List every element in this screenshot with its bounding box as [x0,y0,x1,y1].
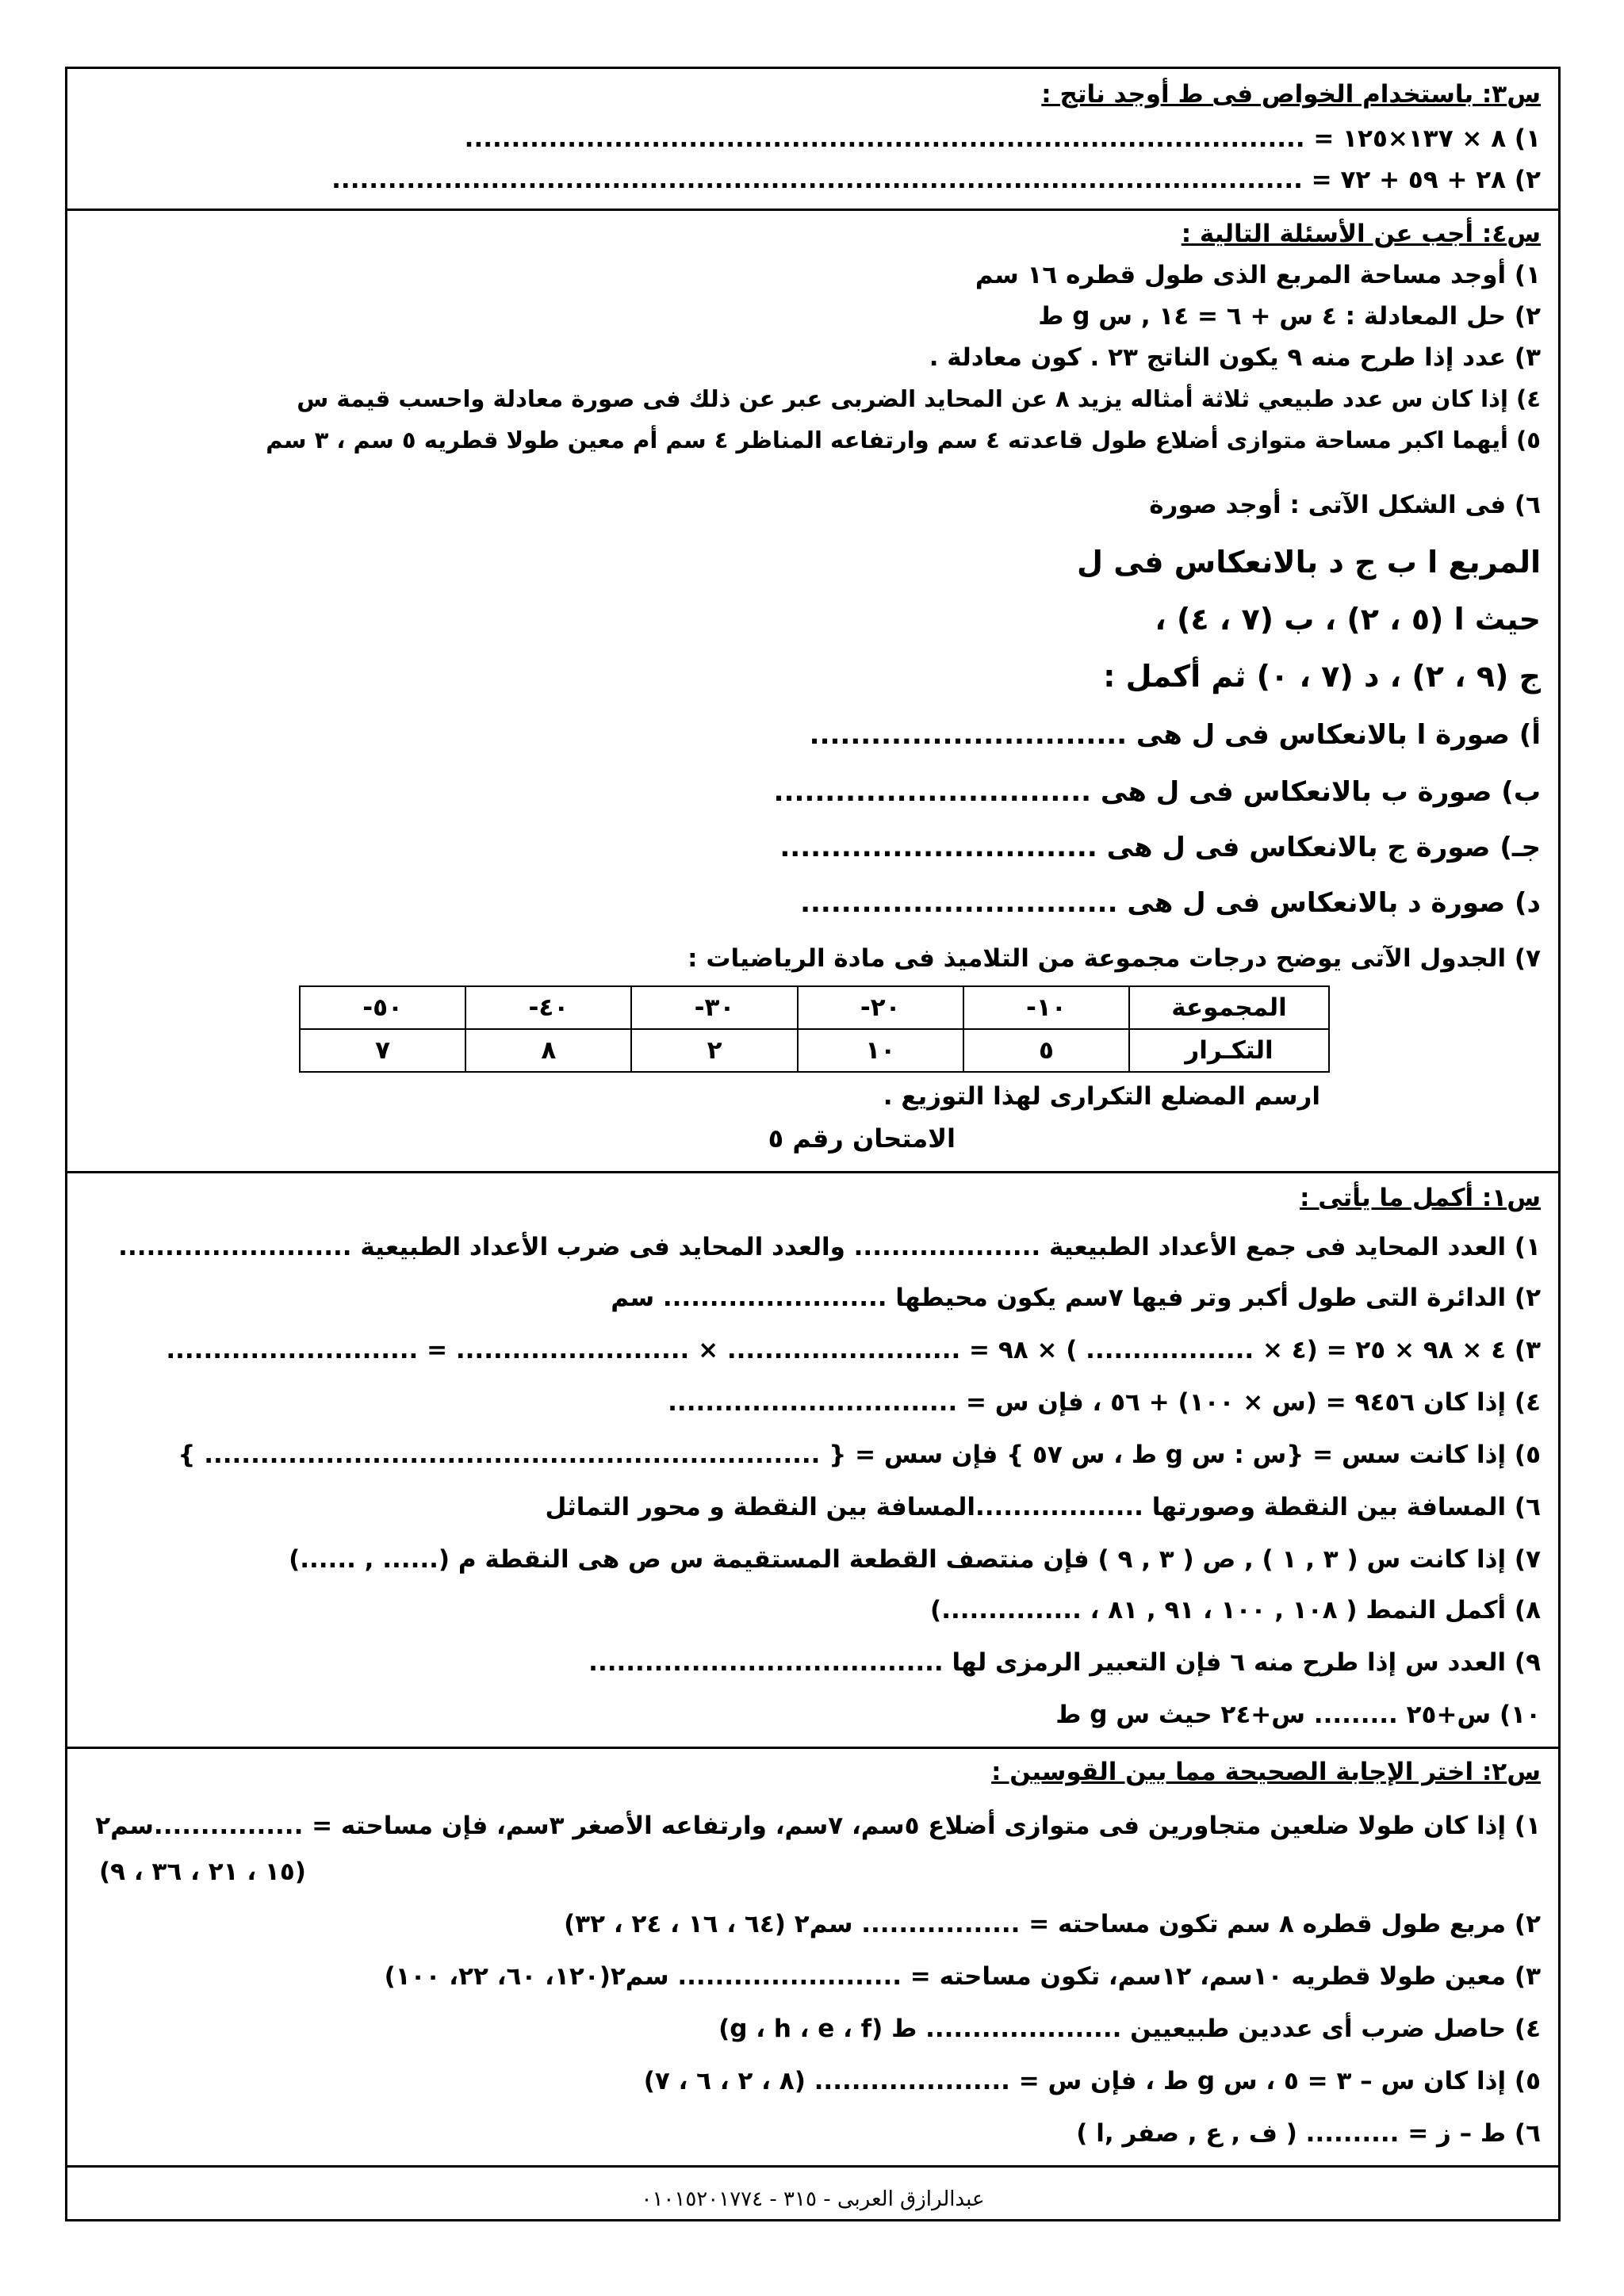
q3-item-1: ١) ٨ × ١٣٧×١٢٥ = .......................................................................................... [464,124,1541,153]
table-row [300,986,1329,1029]
q4-item-2: ٢) حل المعادلة : ٤ س + ٦ = ١٤ , س g ط [1038,302,1541,331]
divider [67,2165,1558,2168]
table-cell: ٣٠- [631,986,797,1029]
q4-item-5: ٥) أيهما اكبر مساحة متوازى أضلاع طول قاعدته ٤ سم وارتفاعه المناظر ٤ سم أم معين طولا قطريه ٥ سم ، ٣ سم [266,427,1541,453]
q4-item-4: ٤) إذا كان س عدد طبيعي ثلاثة أمثاله يزيد ٨ عن المحايد الضربى عبر عن ذلك فى صورة معادلة واحسب قيمة س [297,385,1541,412]
q1-item-2: ٢) الدائرة التى طول أكبر وتر فيها ٧سم يكون محيطها ........................ سم [611,1284,1541,1312]
q3-title: س٣: باستخدام الخواص فى ط أوجد ناتج : [1041,80,1541,109]
reflection-points-cd: ج (٩ ، ٢) ، د (٧ ، ٠) ثم أكمل : [1103,659,1541,694]
worksheet-page [65,67,1561,2221]
table-cell: ٧ [300,1029,465,1072]
q1-item-8: ٨) أكمل النمط ( ١٠٨ , ١٠٠ ، ٩١ , ٨١ ، ...............) [930,1596,1541,1624]
q2-item-1: ١) إذا كان طولا ضلعين متجاورين فى متوازى أضلاع ٥سم، ٧سم، وارتفاعه الأصغر ٣سم، فإن مساحته = ................سم٢ [95,1812,1541,1840]
q1-item-9: ٩) العدد س إذا طرح منه ٦ فإن التعبير الرمزى لها ...................................... [588,1648,1541,1677]
divider [67,209,1558,211]
table-cell: ٢ [631,1029,797,1072]
q4-item-3: ٣) عدد إذا طرح منه ٩ يكون الناتج ٢٣ . كون معادلة . [929,343,1541,372]
q2-item-4: ٤) حاصل ضرب أى عددين طبيعيين ..................... ط (g ، h ، e ، f) [718,2015,1541,2043]
q2-item-1-choices: (١٥ ، ٢١ ، ٣٦ ، ٩) [99,1858,306,1886]
footer-text: عبدالرازق العربى - ٣١٥ - ٠١٠١٥٢٠١٧٧٤ [641,2187,985,2211]
frequency-table [299,985,1330,1073]
exam-label: الامتحان رقم ٥ [768,1123,956,1154]
q1-title: س١: أكمل ما يأتى : [1300,1184,1541,1212]
reflection-points-ab: حيث ا (٥ ، ٢) ، ب (٧ ، ٤) ، [1155,602,1541,637]
reflection-b: ب) صورة ب بالانعكاس فى ل هى ............................... [773,776,1541,808]
reflection-d: د) صورة د بالانعكاس فى ل هى ............................... [800,887,1541,919]
q3-item-2: ٢) ٢٨ + ٥٩ + ٧٢ = ........................................................................................................ [331,166,1541,194]
q1-item-10: ١٠) س+٢٥ ......... س+٢٤ حيث س g ط [1055,1701,1541,1729]
table-cell: ٤٠- [465,986,631,1029]
q2-item-3: ٣) معين طولا قطريه ١٠سم، ١٢سم، تكون مساحته = ........................ سم٢(١٢٠، ٦٠، ٢٢، ١٠٠) [384,1962,1541,1991]
q2-title: س٢: اختر الإجابة الصحيحة مما بين القوسين : [991,1758,1541,1786]
table-cell: ٢٠- [798,986,963,1029]
q4-title: س٤: أجب عن الأسئلة التالية : [1181,220,1541,248]
table-cell-label: المجموعة [1129,986,1329,1029]
divider [67,1747,1558,1749]
q1-item-5: ٥) إذا كانت سس = {س : س g ط ، س ٥٧ } فإن سس = { .................................................................. } [178,1441,1541,1469]
table-cell-label: التكـرار [1129,1029,1329,1072]
table-row [300,1029,1329,1072]
q1-item-7: ٧) إذا كانت س ( ٣ , ١ ) , ص ( ٣ , ٩ ) فإن منتصف القطعة المستقيمة س ص هى النقطة م (...... , ......) [289,1545,1541,1574]
q4-item-7: ٧) الجدول الآتى يوضح درجات مجموعة من التلاميذ فى مادة الرياضيات : [688,944,1541,973]
reflection-a: أ) صورة ا بالانعكاس فى ل هى ............................... [809,719,1541,751]
q2-item-5: ٥) إذا كان س – ٣ = ٥ ، س g ط ، فإن س = ..................... (٨ ، ٢ ، ٦ ، ٧) [643,2067,1541,2095]
reflection-square: المربع ا ب ج د بالانعكاس فى ل [1077,545,1541,580]
table-cell: ٥٠- [300,986,465,1029]
q4-item-6: ٦) فى الشكل الآتى : أوجد صورة [1149,491,1541,519]
q2-item-6: ٦) ط – ز = .......... ( ف , ع , صفر ,ا ) [1076,2119,1541,2148]
table-cell: ١٠- [963,986,1129,1029]
q1-item-6: ٦) المسافة بين النقطة وصورتها ..................المسافة بين النقطة و محور التماثل [545,1493,1541,1521]
reflection-c: جـ) صورة ج بالانعكاس فى ل هى ............................... [779,832,1541,863]
divider [67,1171,1558,1173]
q4-item-1: ١) أوجد مساحة المربع الذى طول قطره ١٦ سم [975,261,1541,289]
q1-item-1: ١) العدد المحايد فى جمع الأعداد الطبيعية .................... والعدد المحايد فى ضرب الأعداد الطبيعية ......................... [118,1233,1541,1261]
q2-item-2: ٢) مربع طول قطره ٨ سم تكون مساحته = ................. سم٢ (٦٤ ، ١٦ ، ٢٤ ، ٣٢) [564,1910,1541,1938]
table-cell: ٨ [465,1029,631,1072]
table-cell: ٥ [963,1029,1129,1072]
table-instruction: ارسم المضلع التكرارى لهذا التوزيع . [883,1082,1320,1111]
q1-item-3: ٣) ٤ × ٩٨ × ٢٥ = (٤ × .................. ) × ٩٨ = ......................... × ......................... = ........................... [166,1336,1541,1364]
table-cell: ١٠ [798,1029,963,1072]
q1-item-4: ٤) إذا كان ٩٤٥٦ = (س × ١٠٠) + ٥٦ ، فإن س = ............................... [668,1388,1541,1417]
